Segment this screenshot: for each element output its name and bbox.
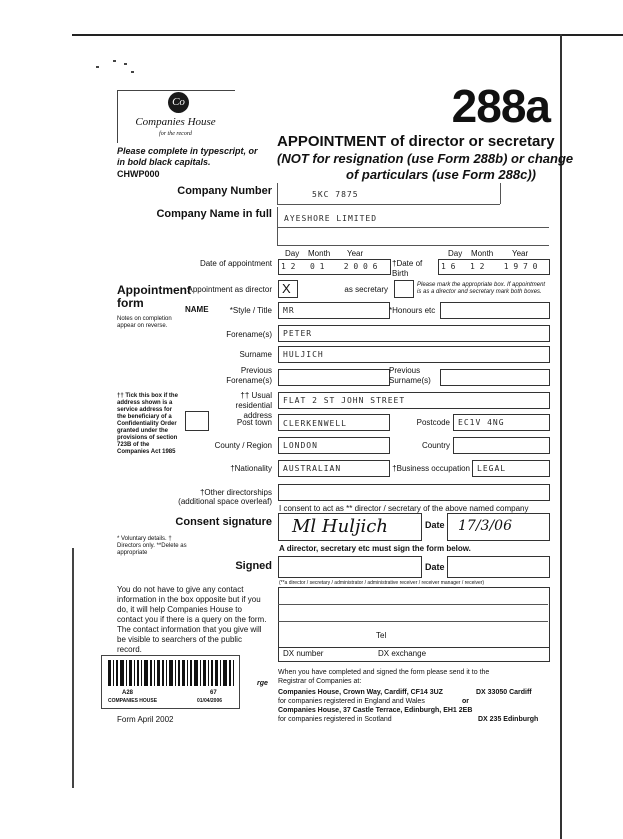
signed-label: Signed	[235, 560, 272, 572]
forenames-label: Forename(s)	[226, 330, 272, 339]
address-line-1-value: FLAT 2 ST JOHN STREET	[283, 396, 406, 405]
other-directorships-label: †Other directorships	[199, 488, 272, 497]
form-title: APPOINTMENT of director or secretary	[277, 133, 555, 150]
scan-speck	[124, 63, 127, 65]
style-title-label: *Style / Title	[229, 306, 272, 315]
country-input[interactable]	[453, 437, 550, 454]
barcode-right-code: 67	[210, 690, 217, 696]
send-instructions-1: When you have completed and signed the form please send it to the	[278, 669, 490, 676]
dob-year-header: Year	[512, 249, 529, 258]
previous-surname-input[interactable]	[440, 369, 550, 386]
cardiff-scope: for companies registered in England and Wales	[278, 698, 425, 705]
address-or: or	[462, 698, 469, 705]
appointment-date-label: Date of appointment	[199, 259, 272, 268]
dob-month-header: Month	[471, 249, 494, 258]
previous-forenames-input[interactable]	[278, 369, 390, 386]
contact-line	[278, 604, 548, 605]
consent-statement: I consent to act as ** director / secretary of the above named company	[279, 504, 529, 513]
postcode-label: Postcode	[416, 418, 450, 427]
consent-date-value: 17/3/06	[458, 518, 512, 534]
company-number-divider	[277, 183, 278, 204]
company-number-line	[277, 204, 500, 205]
barcode-left-code: A28	[122, 690, 134, 696]
must-sign-note: A director, secretary etc must sign the form below.	[279, 544, 471, 553]
appointment-date-digits: 1 2 0 1 2 0 0 6	[281, 262, 378, 271]
nationality-value: AUSTRALIAN	[283, 464, 342, 473]
day-header: Day	[285, 249, 300, 258]
companies-house-logo-icon: Co	[168, 92, 189, 113]
form-date: Form April 2002	[117, 715, 174, 724]
contact-information-text: You do not have to give any contact information in the box opposite but if you do, it will help Companies House to contact you if there is a query on the form. The contact information that you give will be visible to searchers of the public record.	[117, 585, 267, 654]
scan-speck	[131, 71, 134, 73]
confidentiality-checkbox[interactable]	[185, 411, 209, 431]
county-value: LONDON	[283, 441, 318, 450]
barcode-left-name: COMPANIES HOUSE	[108, 698, 158, 704]
dob-day-header: Day	[448, 249, 463, 258]
company-number-input[interactable]: 5KC 7875	[312, 190, 359, 199]
consent-notes: * Voluntary details. † Directors only. **Delete as appropriate	[117, 536, 187, 556]
consent-signature-label: Consent signature	[175, 516, 272, 528]
scan-speck	[96, 66, 99, 68]
post-town-value: CLERKENWELL	[283, 419, 347, 428]
post-town-label: Post town	[236, 418, 272, 427]
forenames-input[interactable]	[278, 325, 550, 342]
form-subtitle-2: of particulars (use Form 288c))	[346, 167, 536, 182]
surname-label: Surname	[239, 350, 272, 359]
company-name-divider	[277, 207, 278, 245]
dx-exchange-label: DX exchange	[378, 649, 427, 658]
honours-input[interactable]	[440, 302, 550, 319]
year-header: Year	[347, 249, 364, 258]
confidentiality-tick-note: †† Tick this box if the address shown is a service address for the beneficiary of a Confidentiality Order granted under the provisions of section 723B of the Companies Act 1985	[117, 393, 178, 455]
cardiff-dx: DX 33050 Cardiff	[476, 689, 532, 696]
form-number: 288a	[451, 80, 550, 132]
dx-number-label: DX number	[283, 649, 324, 658]
dob-label: †Date of Birth	[392, 259, 423, 278]
nationality-label: †Nationality	[230, 464, 272, 473]
previous-surname-label: Previous Surname(s)	[389, 366, 431, 385]
form-code: CHWP000	[117, 169, 160, 179]
forenames-value: PETER	[283, 329, 313, 338]
contact-line	[278, 621, 548, 622]
form-subtitle-1: (NOT for resignation (use Form 288b) or change	[277, 151, 574, 166]
company-name-input[interactable]: AYESHORE LIMITED	[284, 214, 378, 223]
scan-speck	[113, 60, 116, 62]
logo-tagline: for the record	[159, 131, 192, 137]
signed-date-field[interactable]	[447, 556, 550, 578]
dob-digits: 1 6 1 2 1 9 7 0	[441, 262, 538, 271]
edinburgh-scope: for companies registered in Scotland	[278, 716, 392, 723]
company-number-label: Company Number	[177, 185, 272, 197]
style-title-input[interactable]	[278, 302, 390, 319]
occupation-value: LEGAL	[477, 464, 507, 473]
as-director-label: Appointment as director	[187, 285, 272, 294]
honours-label: *Honours etc	[389, 306, 436, 315]
signed-date-label: Date	[425, 562, 445, 572]
sheet-edge-top	[72, 34, 623, 36]
previous-forenames-label: Previous Forename(s)	[226, 366, 272, 385]
barcode-tag: rge	[257, 680, 268, 687]
postcode-value: EC1V 4NG	[458, 418, 505, 427]
other-directorships-input[interactable]	[278, 484, 550, 501]
mark-box-note: Please mark the appropriate box. If appointment is as a director and secretary mark both boxes.	[417, 282, 546, 295]
sheet-edge-left	[72, 548, 74, 788]
edinburgh-dx: DX 235 Edinburgh	[478, 716, 539, 723]
occupation-label: †Business occupation	[392, 464, 470, 473]
send-instructions-2: Registrar of Companies at:	[278, 678, 362, 685]
logo-name: Companies House	[135, 116, 216, 128]
cardiff-address: Companies House, Crown Way, Cardiff, CF14 3UZ	[278, 689, 443, 696]
appointment-section-title: Appointment form	[117, 283, 191, 310]
signer-role-note: (**a director / secretary / administrator / administrative receiver / receiver manager / receiver)	[279, 580, 485, 586]
consent-signature: Ml Huljich	[292, 516, 388, 537]
company-number-divider	[500, 183, 501, 204]
barcode	[101, 655, 240, 709]
month-header: Month	[308, 249, 331, 258]
barcode-right-date: 01/04/2006	[197, 698, 223, 704]
company-name-label: Company Name in full	[156, 208, 272, 220]
usual-address-label: †† Usual residential address	[235, 391, 272, 420]
name-section-label: NAME	[185, 305, 209, 314]
consent-date-label: Date	[425, 520, 445, 530]
as-secretary-label: as secretary	[344, 285, 388, 294]
county-label: County / Region	[214, 441, 272, 450]
country-label: Country	[421, 441, 450, 450]
as-director-mark: X	[282, 281, 291, 296]
signed-field[interactable]	[278, 556, 422, 578]
tel-label: Tel	[376, 631, 387, 640]
style-title-value: MR	[283, 306, 295, 315]
company-name-line	[277, 227, 549, 228]
other-directorships-sub: (additional space overleaf)	[178, 497, 272, 506]
completion-notes: Notes on completion appear on reverse.	[117, 316, 172, 329]
company-name-line-2	[277, 245, 549, 246]
edinburgh-address: Companies House, 37 Castle Terrace, Edinburgh, EH1 2EB	[278, 707, 473, 714]
contact-information-box[interactable]	[278, 587, 550, 649]
completion-instructions: Please complete in typescript, or in bold black capitals.	[117, 146, 258, 167]
surname-value: HULJICH	[283, 350, 324, 359]
as-secretary-checkbox[interactable]	[394, 280, 414, 298]
